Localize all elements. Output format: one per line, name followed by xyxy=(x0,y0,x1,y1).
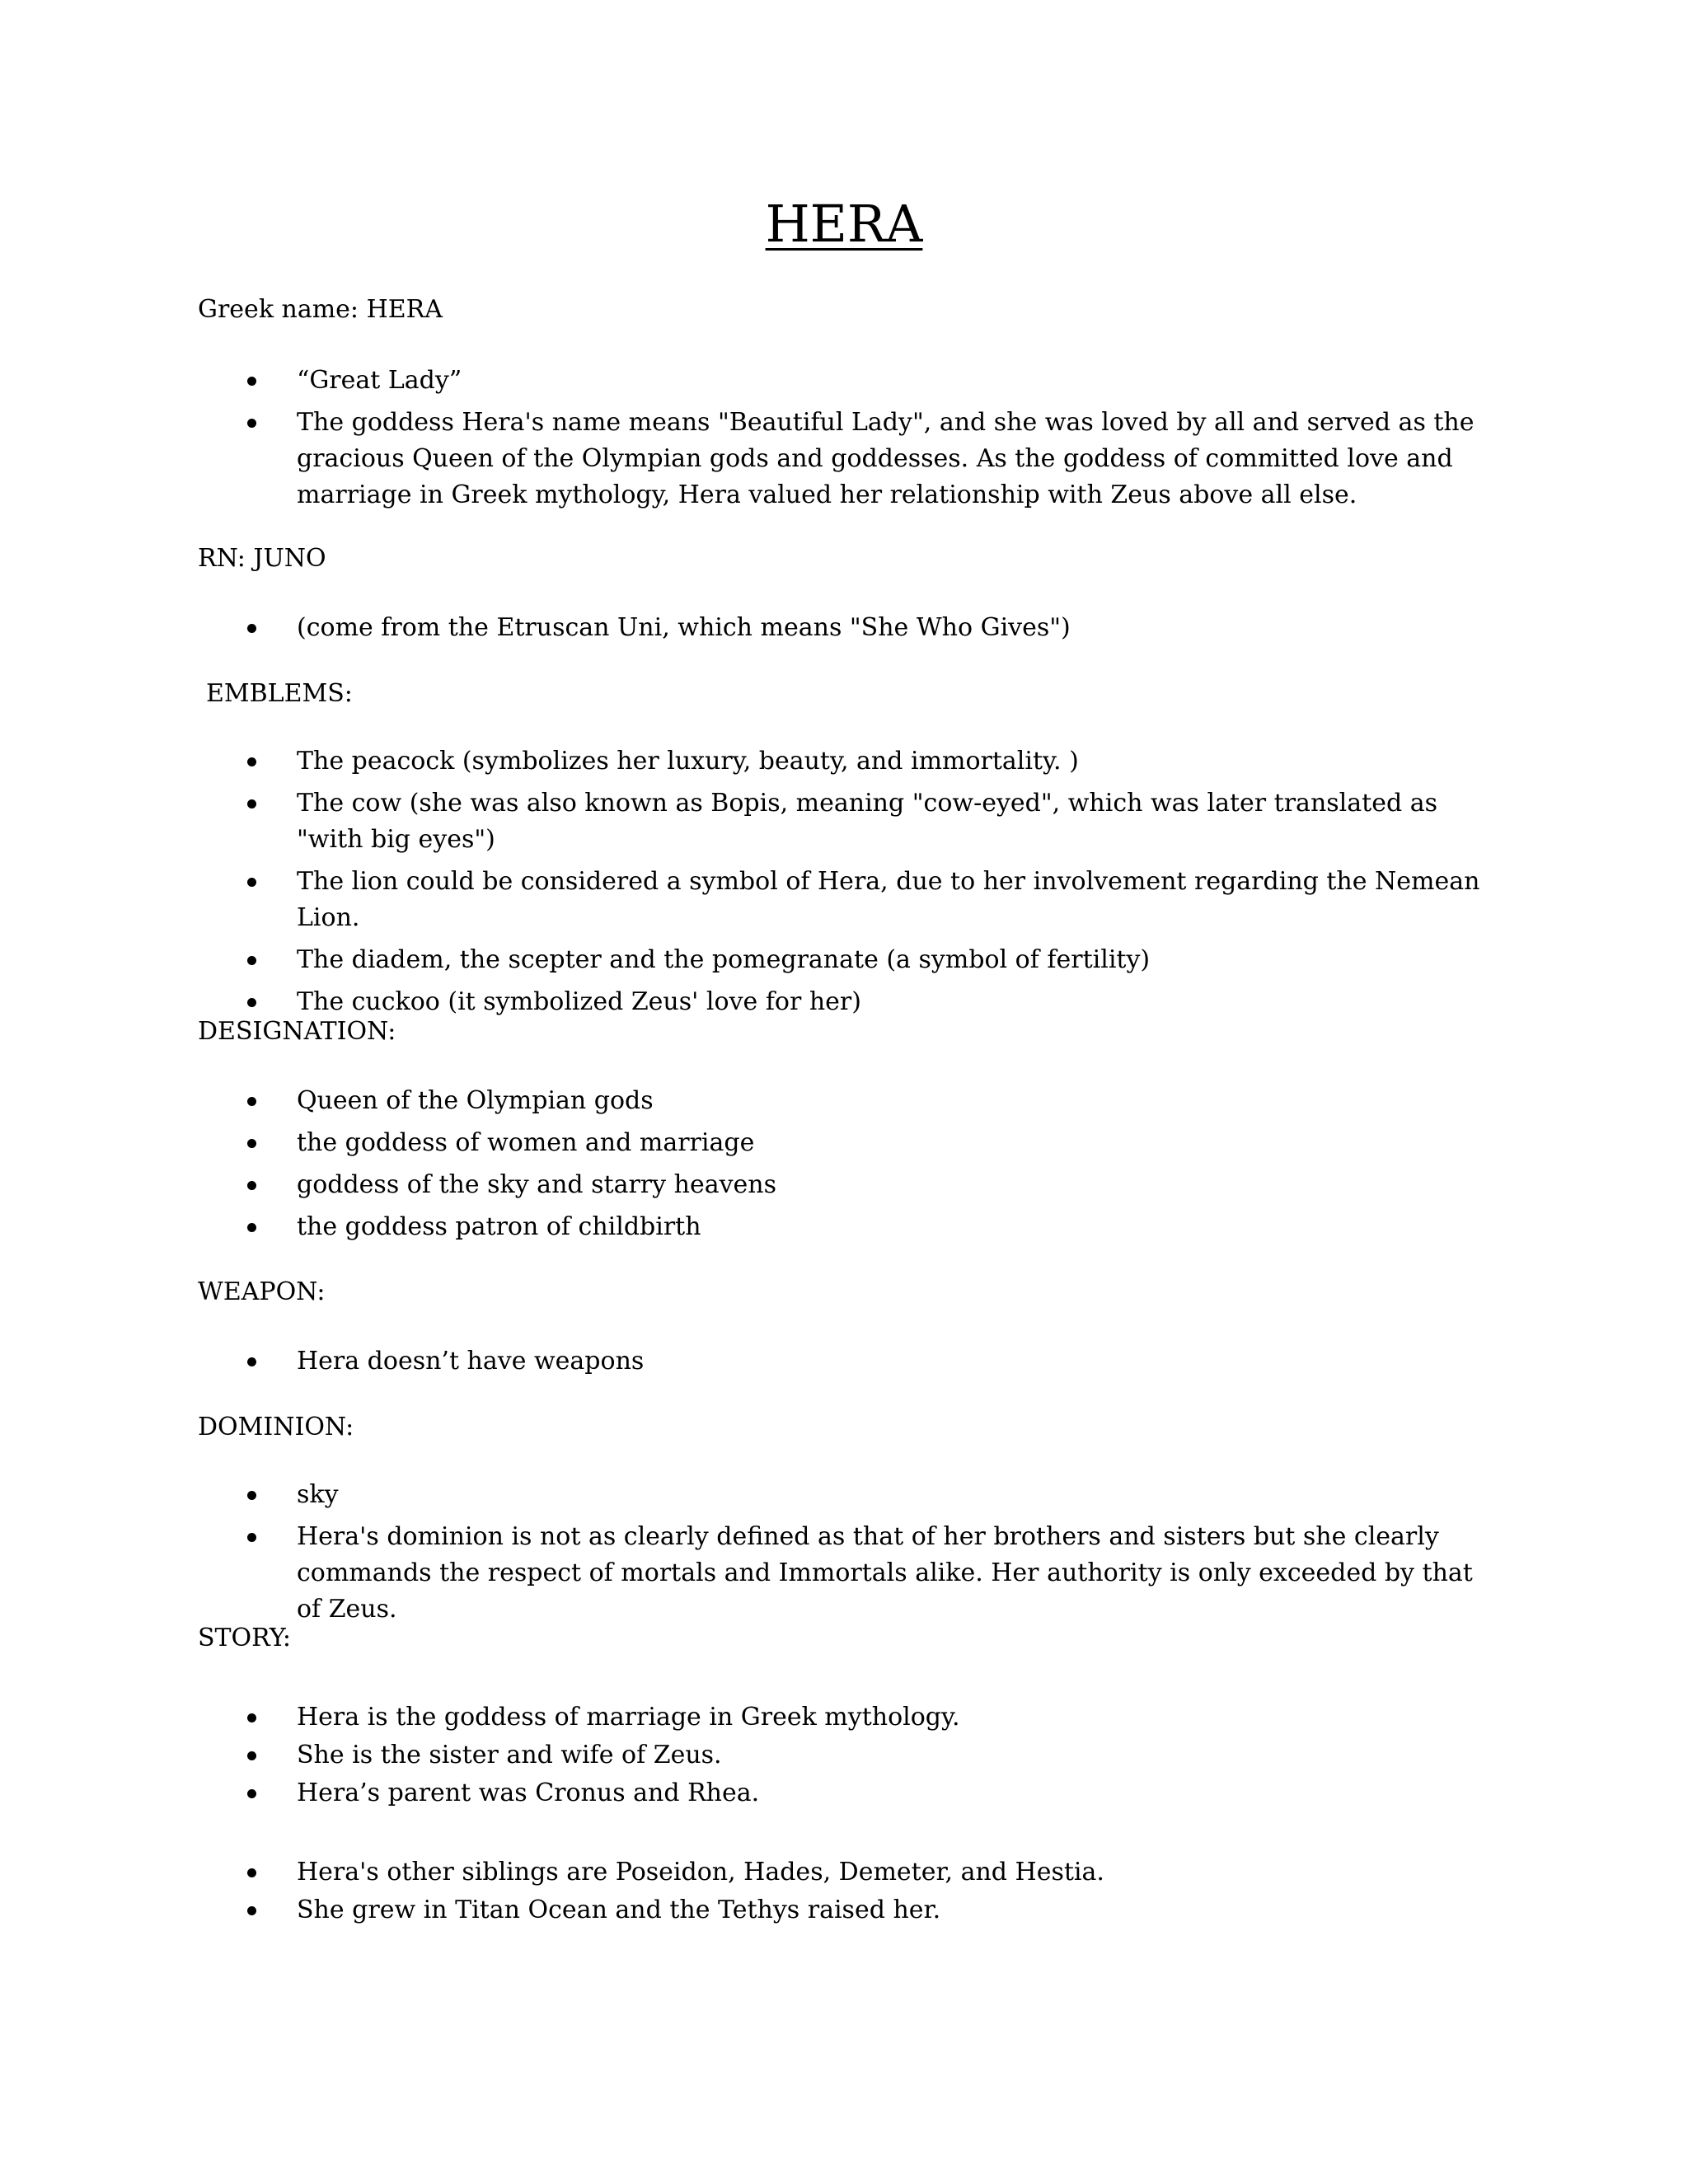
story-list-first xyxy=(198,1699,1484,1813)
list-item: The lion could be considered a symbol of Hera, due to her involvement regarding the Nemean Lion. xyxy=(198,864,1484,936)
bullet-icon xyxy=(247,1789,256,1798)
greek-name-list xyxy=(198,363,1484,519)
list-item: Hera doesn’t have weapons xyxy=(198,1343,1484,1380)
bullet-icon xyxy=(247,956,256,965)
story-heading: STORY: xyxy=(198,1624,292,1652)
bullet-icon xyxy=(247,1713,256,1722)
list-item: She grew in Titan Ocean and the Tethys raised her. xyxy=(198,1892,1484,1929)
bullet-icon xyxy=(247,799,256,808)
list-item: sky xyxy=(198,1477,1484,1513)
bullet-icon xyxy=(247,1906,256,1915)
bullet-icon xyxy=(247,1181,256,1190)
list-item: the goddess patron of childbirth xyxy=(198,1209,1484,1245)
list-item: the goddess of women and marriage xyxy=(198,1125,1484,1161)
list-item: goddess of the sky and starry heavens xyxy=(198,1167,1484,1203)
page-title: HERA xyxy=(765,194,923,254)
list-item: The cuckoo (it symbolized Zeus' love for her) xyxy=(198,984,1484,1020)
emblems-list xyxy=(198,743,1484,1026)
bullet-icon xyxy=(247,1139,256,1148)
bullet-icon xyxy=(247,1097,256,1106)
bullet-icon xyxy=(247,419,256,428)
bullet-icon xyxy=(247,1223,256,1232)
list-item: (come from the Etruscan Uni, which means "She Who Gives") xyxy=(198,610,1484,646)
emblems-heading: EMBLEMS: xyxy=(206,679,353,708)
roman-name-list xyxy=(198,610,1484,652)
weapon-heading: WEAPON: xyxy=(198,1277,326,1306)
bullet-icon xyxy=(247,624,256,633)
bullet-icon xyxy=(247,1491,256,1500)
list-item: She is the sister and wife of Zeus. xyxy=(198,1737,1484,1774)
dominion-heading: DOMINION: xyxy=(198,1413,354,1441)
list-item: The peacock (symbolizes her luxury, beauty, and immortality. ) xyxy=(198,743,1484,780)
bullet-icon xyxy=(247,1357,256,1366)
bullet-icon xyxy=(247,377,256,386)
dominion-list xyxy=(198,1477,1484,1633)
list-item: Hera's dominion is not as clearly defined as that of her brothers and sisters but she clearly commands the respect of mortals and Immortals alike. Her authority is only exceeded by that of Zeus. xyxy=(198,1519,1484,1628)
designation-list xyxy=(198,1083,1484,1251)
bullet-icon xyxy=(247,1533,256,1542)
designation-heading: DESIGNATION: xyxy=(198,1017,396,1046)
bullet-icon xyxy=(247,1868,256,1877)
weapon-list xyxy=(198,1343,1484,1385)
story-list-second xyxy=(198,1854,1484,1930)
list-item: The goddess Hera's name means "Beautiful Lady", and she was loved by all and served as the gracious Queen of the Olympian gods and goddesses. As the goddess of committed love and marriage in Greek mythology, Hera valued her relationship with Zeus above all else. xyxy=(198,405,1484,513)
bullet-icon xyxy=(247,998,256,1007)
list-item: Queen of the Olympian gods xyxy=(198,1083,1484,1119)
list-item: The diadem, the scepter and the pomegranate (a symbol of fertility) xyxy=(198,942,1484,978)
list-item: Hera's other siblings are Poseidon, Hades, Demeter, and Hestia. xyxy=(198,1854,1484,1891)
bullet-icon xyxy=(247,1751,256,1760)
list-item: Hera is the goddess of marriage in Greek mythology. xyxy=(198,1699,1484,1736)
list-item: Hera’s parent was Cronus and Rhea. xyxy=(198,1775,1484,1811)
greek-name-heading: Greek name: HERA xyxy=(198,295,443,324)
list-item: The cow (she was also known as Bopis, meaning "cow-eyed", which was later translated as "with big eyes") xyxy=(198,785,1484,858)
roman-name-heading: RN: JUNO xyxy=(198,544,326,573)
bullet-icon xyxy=(247,757,256,766)
list-item: “Great Lady” xyxy=(198,363,1484,399)
bullet-icon xyxy=(247,878,256,887)
